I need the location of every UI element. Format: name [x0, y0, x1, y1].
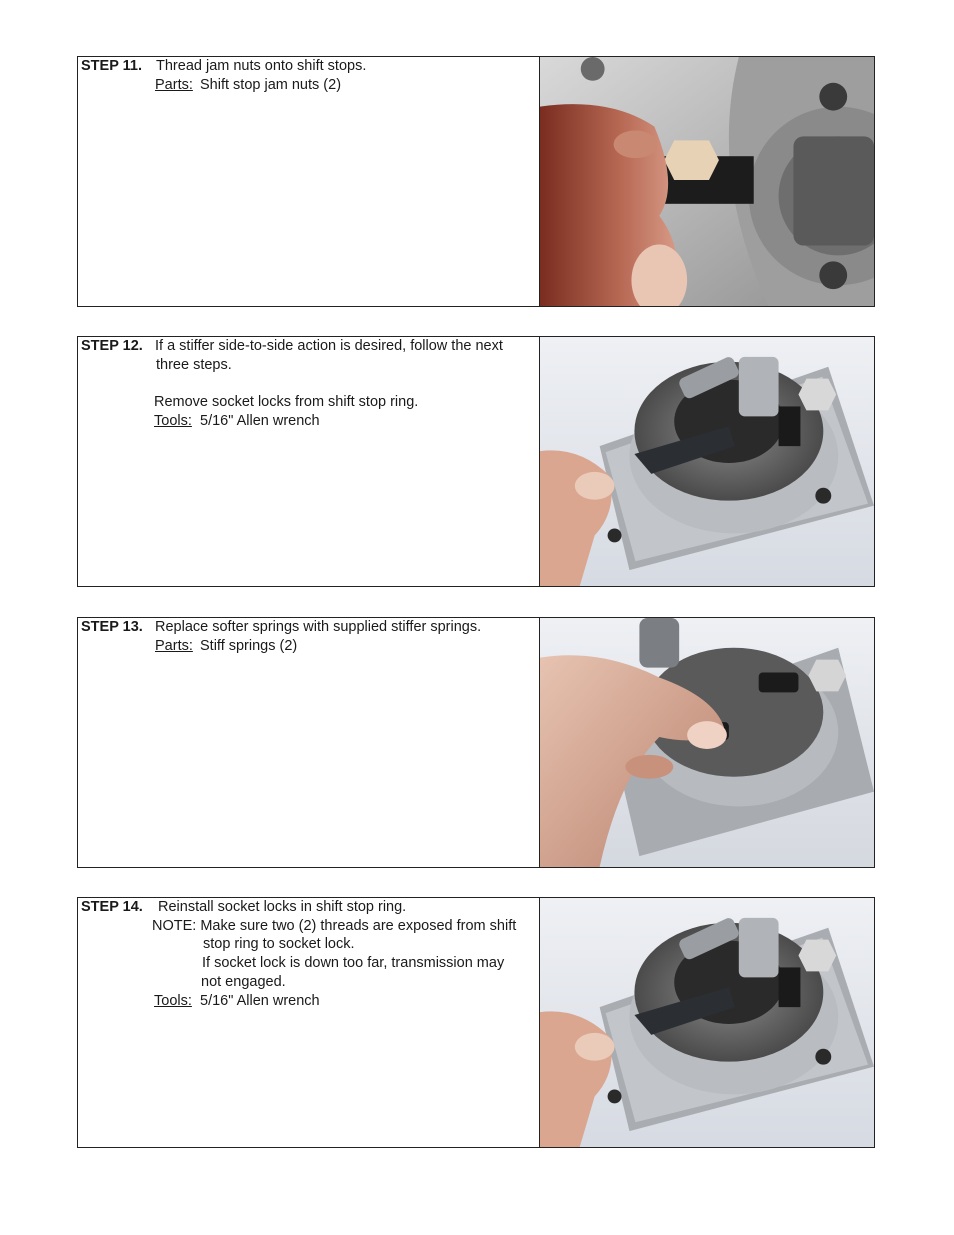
step-14-panel: [77, 897, 875, 1148]
note-line-4: not engaged.: [201, 974, 286, 990]
tools-value: 5/16" Allen wrench: [200, 993, 320, 1009]
parts-value: Shift stop jam nuts (2): [200, 77, 342, 93]
step-label: STEP 11.: [81, 58, 142, 74]
step-description: Thread jam nuts onto shift stops.: [156, 58, 367, 74]
parts-value: Stiff springs (2): [200, 638, 298, 654]
socket-lock-removal-photo-image: [540, 337, 874, 586]
socket-lock-reinstall-photo-image: [540, 898, 874, 1147]
step-description: Reinstall socket locks in shift stop ring.: [158, 899, 407, 915]
step-12-text: [78, 337, 540, 586]
step-description-cont: three steps.: [156, 357, 232, 373]
step-12-panel: [77, 336, 875, 587]
tools-label: Tools:: [154, 413, 192, 429]
step-14-text: [78, 898, 540, 1147]
step-13-panel: [77, 617, 875, 868]
step-description: Replace softer springs with supplied stiffer springs.: [155, 619, 482, 635]
spring-replacement-photo-image: [540, 618, 874, 867]
step-14-photo: [540, 898, 874, 1147]
step-13-photo: [540, 618, 874, 867]
step-label: STEP 14.: [81, 899, 143, 915]
parts-label: Parts:: [155, 638, 193, 654]
step-12-photo: [540, 337, 874, 586]
tools-label: Tools:: [154, 993, 192, 1009]
note-line-2: stop ring to socket lock.: [203, 936, 355, 952]
step-11-panel: [77, 56, 875, 307]
step-13-text: [78, 618, 540, 867]
note-line-3: If socket lock is down too far, transmission may: [202, 955, 505, 971]
tools-value: 5/16" Allen wrench: [200, 413, 320, 429]
step-description: If a stiffer side-to-side action is desired, follow the next: [155, 338, 503, 354]
jam-nut-photo-image: [540, 57, 874, 306]
note-line-1: NOTE: Make sure two (2) threads are exposed from shift: [152, 918, 517, 934]
step-11-text: [78, 57, 540, 306]
parts-label: Parts:: [155, 77, 193, 93]
step-label: STEP 13.: [81, 619, 143, 635]
step-label: STEP 12.: [81, 338, 143, 354]
step-11-photo: [540, 57, 874, 306]
step-instruction: Remove socket locks from shift stop ring.: [154, 394, 419, 410]
